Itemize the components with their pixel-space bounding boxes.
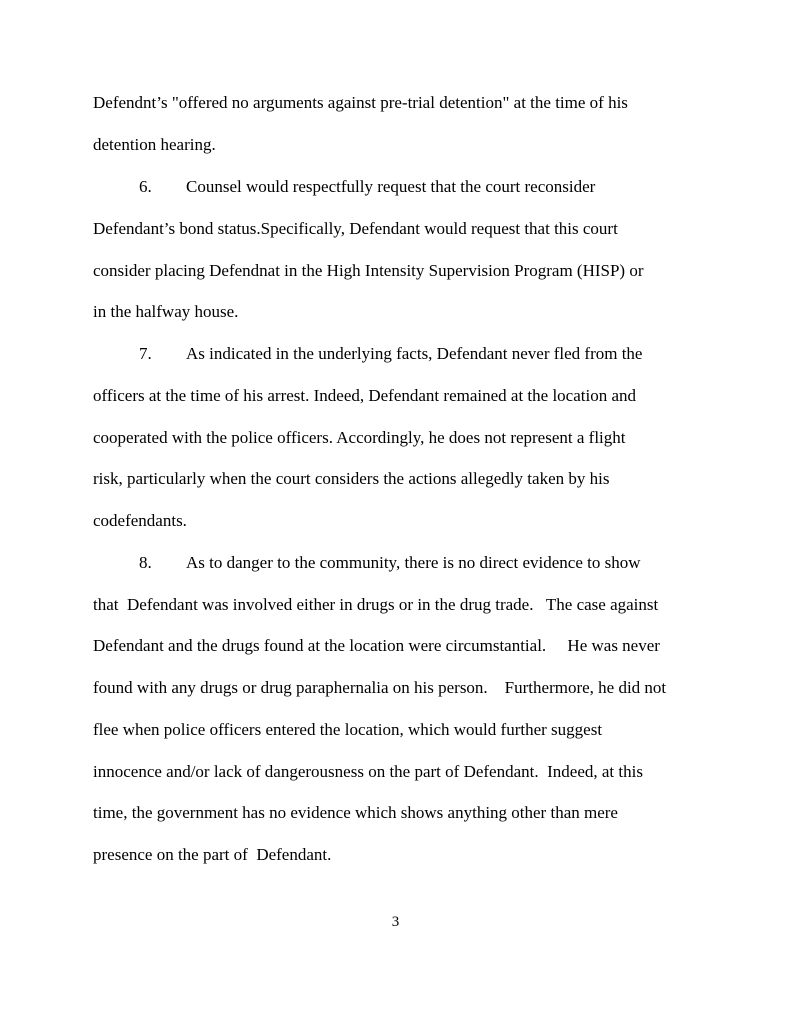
text-line: Defendant’s bond status.Specifically, Defendant would request that this court <box>93 219 618 238</box>
text-line: that Defendant was involved either in drugs or in the drug trade. The case against <box>93 595 659 614</box>
text-line: consider placing Defendnat in the High Intensity Supervision Program (HISP) or <box>93 261 644 280</box>
text-line: officers at the time of his arrest. Indeed, Defendant remained at the location and <box>93 386 636 405</box>
paragraph-first-line: As to danger to the community, there is no direct evidence to show <box>186 553 641 572</box>
text-line: Defendant and the drugs found at the location were circumstantial. He was never <box>93 636 660 655</box>
text-line: detention hearing. <box>93 135 216 154</box>
text-line: Defendnt’s "offered no arguments against pre-trial detention" at the time of his <box>93 93 628 112</box>
text-line: time, the government has no evidence which shows anything other than mere <box>93 803 618 822</box>
paragraph-number: 6. <box>139 177 152 196</box>
page-number: 3 <box>391 914 400 930</box>
text-line: in the halfway house. <box>93 302 239 321</box>
text-line: flee when police officers entered the location, which would further suggest <box>93 720 603 739</box>
paragraph-first-line: Counsel would respectfully request that the court reconsider <box>186 177 596 196</box>
text-line: codefendants. <box>93 511 187 530</box>
paragraph-first-line: As indicated in the underlying facts, Defendant never fled from the <box>186 344 643 363</box>
text-line: risk, particularly when the court considers the actions allegedly taken by his <box>93 469 610 488</box>
text-line: innocence and/or lack of dangerousness on the part of Defendant. Indeed, at this <box>93 762 643 781</box>
paragraph-number: 7. <box>139 344 152 363</box>
text-line: cooperated with the police officers. Accordingly, he does not represent a flight <box>93 428 626 447</box>
text-line: found with any drugs or drug paraphernalia on his person. Furthermore, he did not <box>93 678 667 697</box>
text-line: presence on the part of Defendant. <box>93 845 332 864</box>
paragraph-number: 8. <box>139 553 152 572</box>
